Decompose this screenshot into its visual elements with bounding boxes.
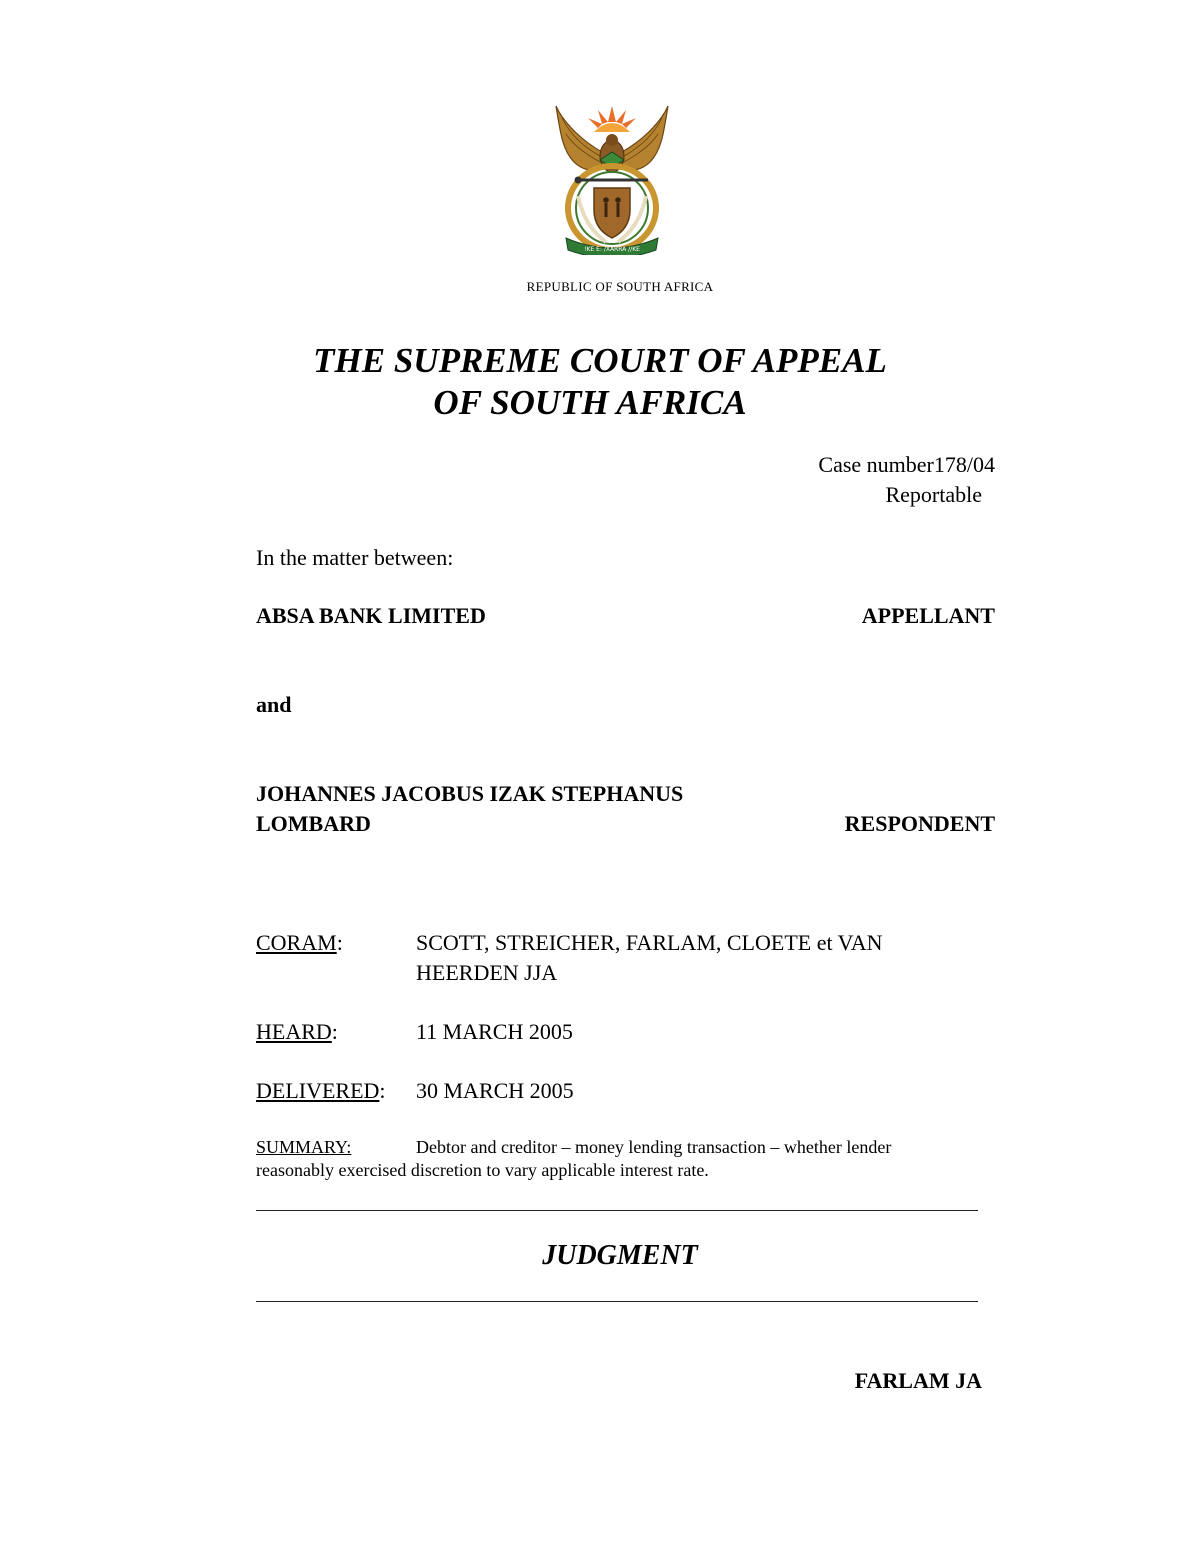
appellant-role: APPELLANT (861, 603, 995, 628)
coat-of-arms-icon (548, 100, 676, 255)
court-title-line1: THE SUPREME COURT OF APPEAL (313, 341, 887, 380)
summary-line1: Debtor and creditor – money lending transaction – whether lender (416, 1137, 892, 1157)
coram-line2: HEERDEN JJA (416, 960, 558, 985)
divider-top (256, 1210, 978, 1211)
case-number: Case number178/04 (818, 452, 995, 477)
conjunction-and: and (256, 692, 292, 717)
court-title-line2: OF SOUTH AFRICA (433, 383, 747, 422)
heard-value: 11 MARCH 2005 (416, 1019, 573, 1044)
delivered-label: DELIVERED (256, 1078, 380, 1103)
respondent-name-line2: LOMBARD (256, 811, 371, 836)
respondent-role: RESPONDENT (844, 811, 995, 836)
country-name: REPUBLIC OF SOUTH AFRICA (526, 279, 714, 294)
judgment-author: FARLAM JA (854, 1368, 982, 1393)
delivered-label-row: DELIVERED: (256, 1078, 386, 1103)
coram-line1: SCOTT, STREICHER, FARLAM, CLOETE et VAN (416, 930, 883, 955)
heard-label: HEARD (256, 1019, 332, 1044)
coram-label: CORAM (256, 930, 337, 955)
divider-bottom (256, 1301, 978, 1302)
reportable-status: Reportable (885, 482, 982, 507)
coram-label-row: CORAM: (256, 930, 343, 955)
heard-label-row: HEARD: (256, 1019, 338, 1044)
appellant-name: ABSA BANK LIMITED (256, 603, 486, 628)
judgment-heading: JUDGMENT (542, 1240, 698, 1271)
summary-label: SUMMARY: (256, 1137, 352, 1157)
matter-intro: In the matter between: (256, 545, 454, 570)
respondent-name-line1: JOHANNES JACOBUS IZAK STEPHANUS (256, 781, 684, 806)
crest-motto: !KE E: /XARRA //KE (584, 246, 640, 253)
delivered-value: 30 MARCH 2005 (416, 1078, 574, 1103)
summary-line2: reasonably exercised discretion to vary applicable interest rate. (256, 1160, 709, 1180)
